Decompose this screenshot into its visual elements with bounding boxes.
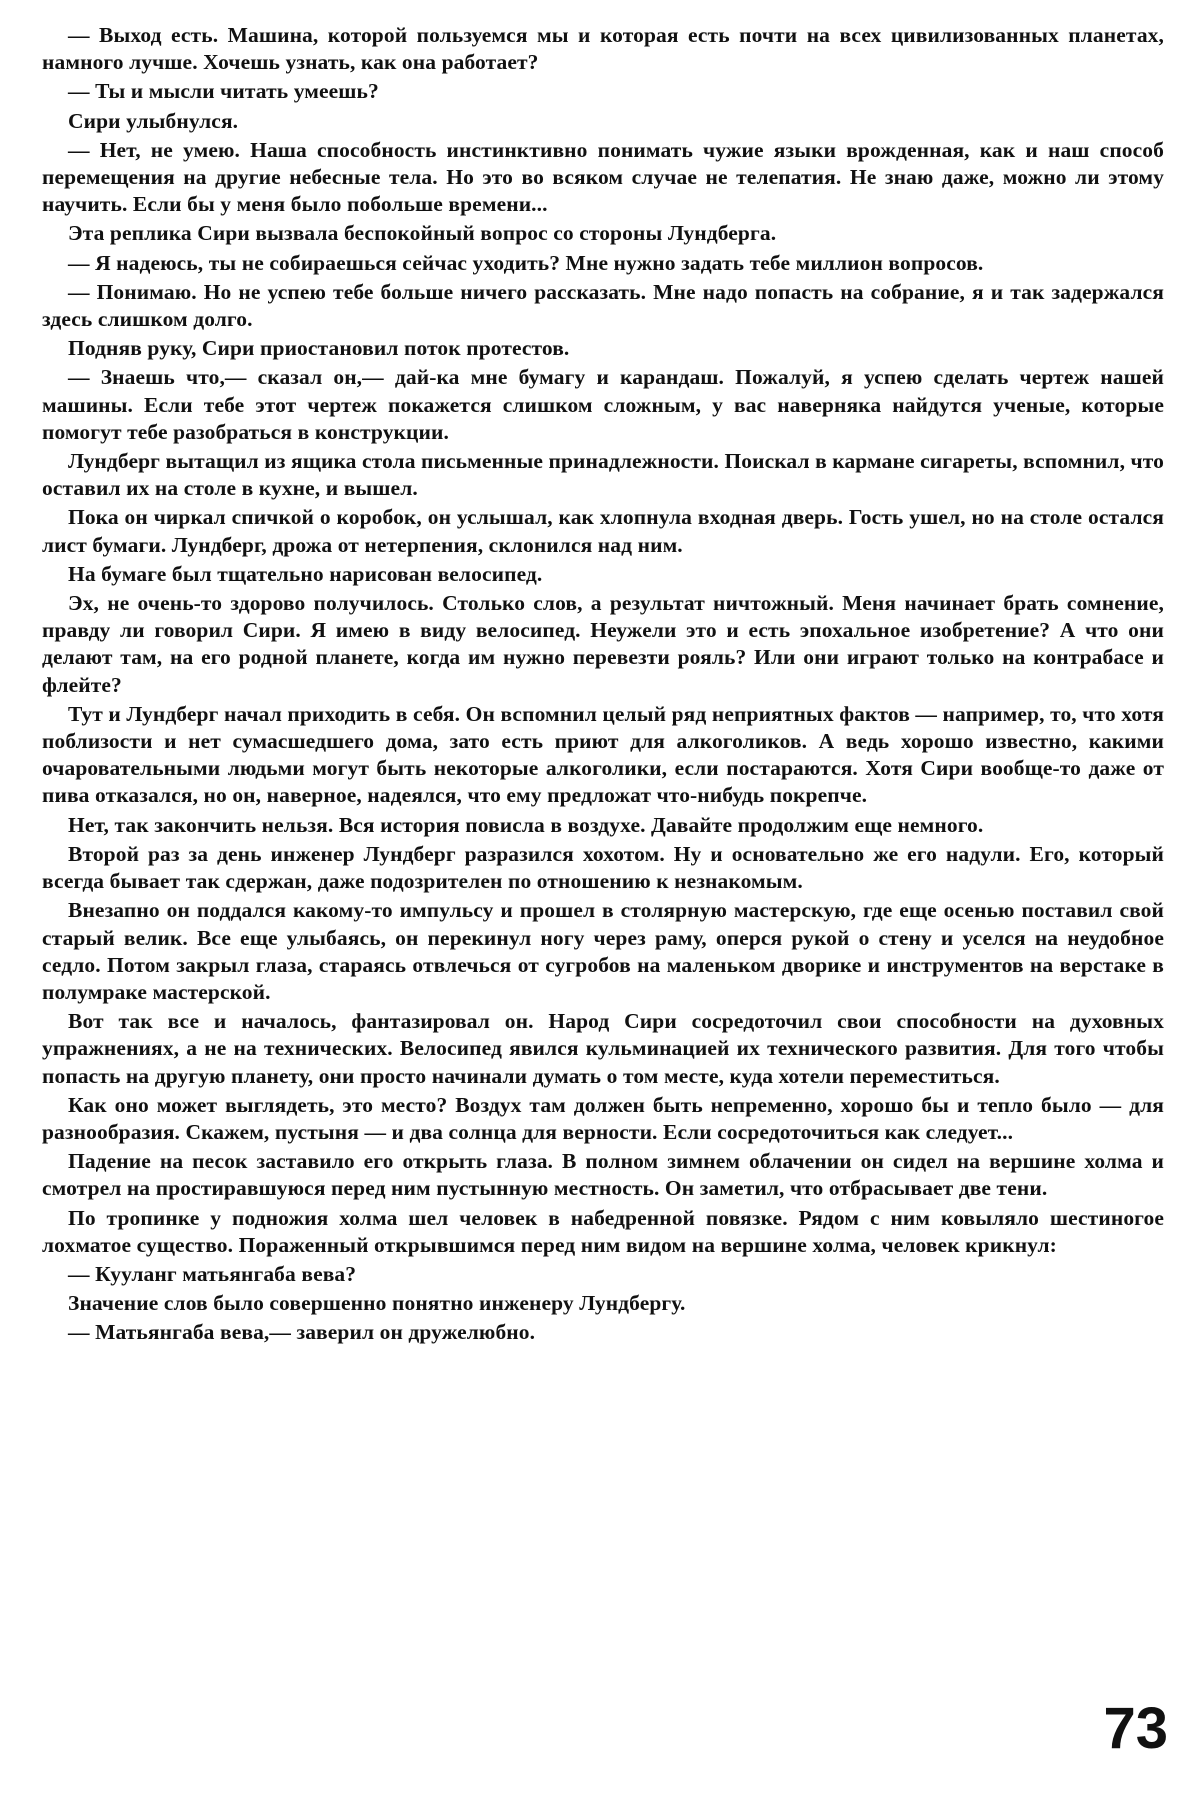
paragraph: Значение слов было совершенно понятно инженеру Лундбергу. <box>68 1291 686 1316</box>
paragraph: Внезапно он поддался какому-то импульсу и прошел в столярную мастерскую, где еще осенью поставил свой старый велик. Все еще улыбаясь, он перекинул ногу через раму, оперся рукой о стену и уселся на неудобное седло. Потом закрыл глаза, стараясь отвлечься от сугробов на маленьком дворике и инструментов на верстаке в полумраке мастерской. <box>42 898 1164 1004</box>
paragraph: Эта реплика Сири вызвала беспокойный вопрос со стороны Лундберга. <box>68 221 777 246</box>
paragraph: Второй раз за день инженер Лундберг разразился хохотом. Ну и основательно же его надули. Его, который всегда бывает так сдержан, даже подозрителен по отношению к незнакомым. <box>42 841 1164 894</box>
paragraph: — Знаешь что,— сказал он,— дай-ка мне бумагу и карандаш. Пожалуй, я успею сделать чертеж нашей машины. Если тебе этот чертеж покажется слишком сложным, у вас наверняка найдутся ученые, которые помогут тебе разобраться в конструкции. <box>42 365 1164 444</box>
paragraph: Лундберг вытащил из ящика стола письменные принадлежности. Поискал в кармане сигареты, вспомнил, что оставил их на столе в кухне, и вышел. <box>42 449 1164 501</box>
paragraph: Эх, не очень-то здорово получилось. Столько слов, а результат ничтожный. Меня начинает брать сомнение, правду ли говорил Сири. Я имею в виду велосипед. Неужели это и есть эпохальное изобретение? А что они делают там, на его родной планете, когда им нужно перевезти рояль? Или они играют только на контрабасе и флейте? <box>42 591 1164 697</box>
paragraph: — Ты и мысли читать умеешь? <box>68 79 379 104</box>
page-text <box>42 22 1164 1349</box>
paragraph: — Матьянгаба вева,— заверил он дружелюбно. <box>68 1320 536 1345</box>
paragraph: Подняв руку, Сири приостановил поток протестов. <box>68 336 570 361</box>
paragraph: — Нет, не умею. Наша способность инстинктивно понимать чужие языки врожденная, как и наш способ перемещения на другие небесные тела. Но это во всяком случае не телепатия. Не знаю даже, можно ли этому научить. Если бы у меня было побольше времени... <box>42 137 1164 217</box>
paragraph: Пока он чиркал спичкой о коробок, он услышал, как хлопнула входная дверь. Гость ушел, но на столе остался лист бумаги. Лундберг, дрожа от нетерпения, склонился над ним. <box>42 505 1164 557</box>
page-number: 73 <box>1103 1696 1168 1761</box>
paragraph: — Кууланг матьянгаба вева? <box>68 1261 357 1286</box>
paragraph: Тут и Лундберг начал приходить в себя. Он вспомнил целый ряд неприятных фактов — например, то, что хотя поблизости и нет сумасшедшего дома, зато есть приют для алкоголиков. А ведь хорошо известно, какими очаровательными людьми могут быть некоторые алкоголики, если постараются. Хотя Сири вообще-то даже от пива отказался, но он, наверное, надеялся, что ему предложат что-нибудь покрепче. <box>42 701 1164 808</box>
paragraph: — Понимаю. Но не успею тебе больше ничего рассказать. Мне надо попасть на собрание, я и так задержался здесь слишком долго. <box>42 279 1164 332</box>
paragraph: — Я надеюсь, ты не собираешься сейчас уходить? Мне нужно задать тебе миллион вопросов. <box>68 250 984 275</box>
paragraph: — Выход есть. Машина, которой пользуемся мы и которая есть почти на всех цивилизованных планетах, намного лучше. Хочешь узнать, как она работает? <box>42 23 1164 75</box>
paragraph: На бумаге был тщательно нарисован велосипед. <box>68 561 543 586</box>
paragraph: Падение на песок заставило его открыть глаза. В полном зимнем облачении он сидел на вершине холма и смотрел на простиравшуюся перед ним пустынную местность. Он заметил, что отбрасывает две тени. <box>42 1149 1164 1201</box>
paragraph: Нет, так закончить нельзя. Вся история повисла в воздухе. Давайте продолжим еще немного. <box>68 812 984 837</box>
paragraph: Как оно может выглядеть, это место? Воздух там должен быть непременно, хорошо бы и тепло было — для разнообразия. Скажем, пустыня — и два солнца для верности. Если сосредоточиться как следует... <box>42 1092 1164 1144</box>
paragraph: Сири улыбнулся. <box>68 108 239 133</box>
paragraph: По тропинке у подножия холма шел человек в набедренной повязке. Рядом с ним ковыляло шестиногое лохматое существо. Пораженный открывшимся перед ним видом на вершине холма, человек крикнул: <box>42 1205 1164 1257</box>
paragraph: Вот так все и началось, фантазировал он. Народ Сири сосредоточил свои способности на духовных упражнениях, а не на технических. Велосипед явился кульминацией их технического развития. Для того чтобы попасть на другую планету, они просто начинали думать о том месте, куда хотели переместиться. <box>42 1009 1164 1088</box>
